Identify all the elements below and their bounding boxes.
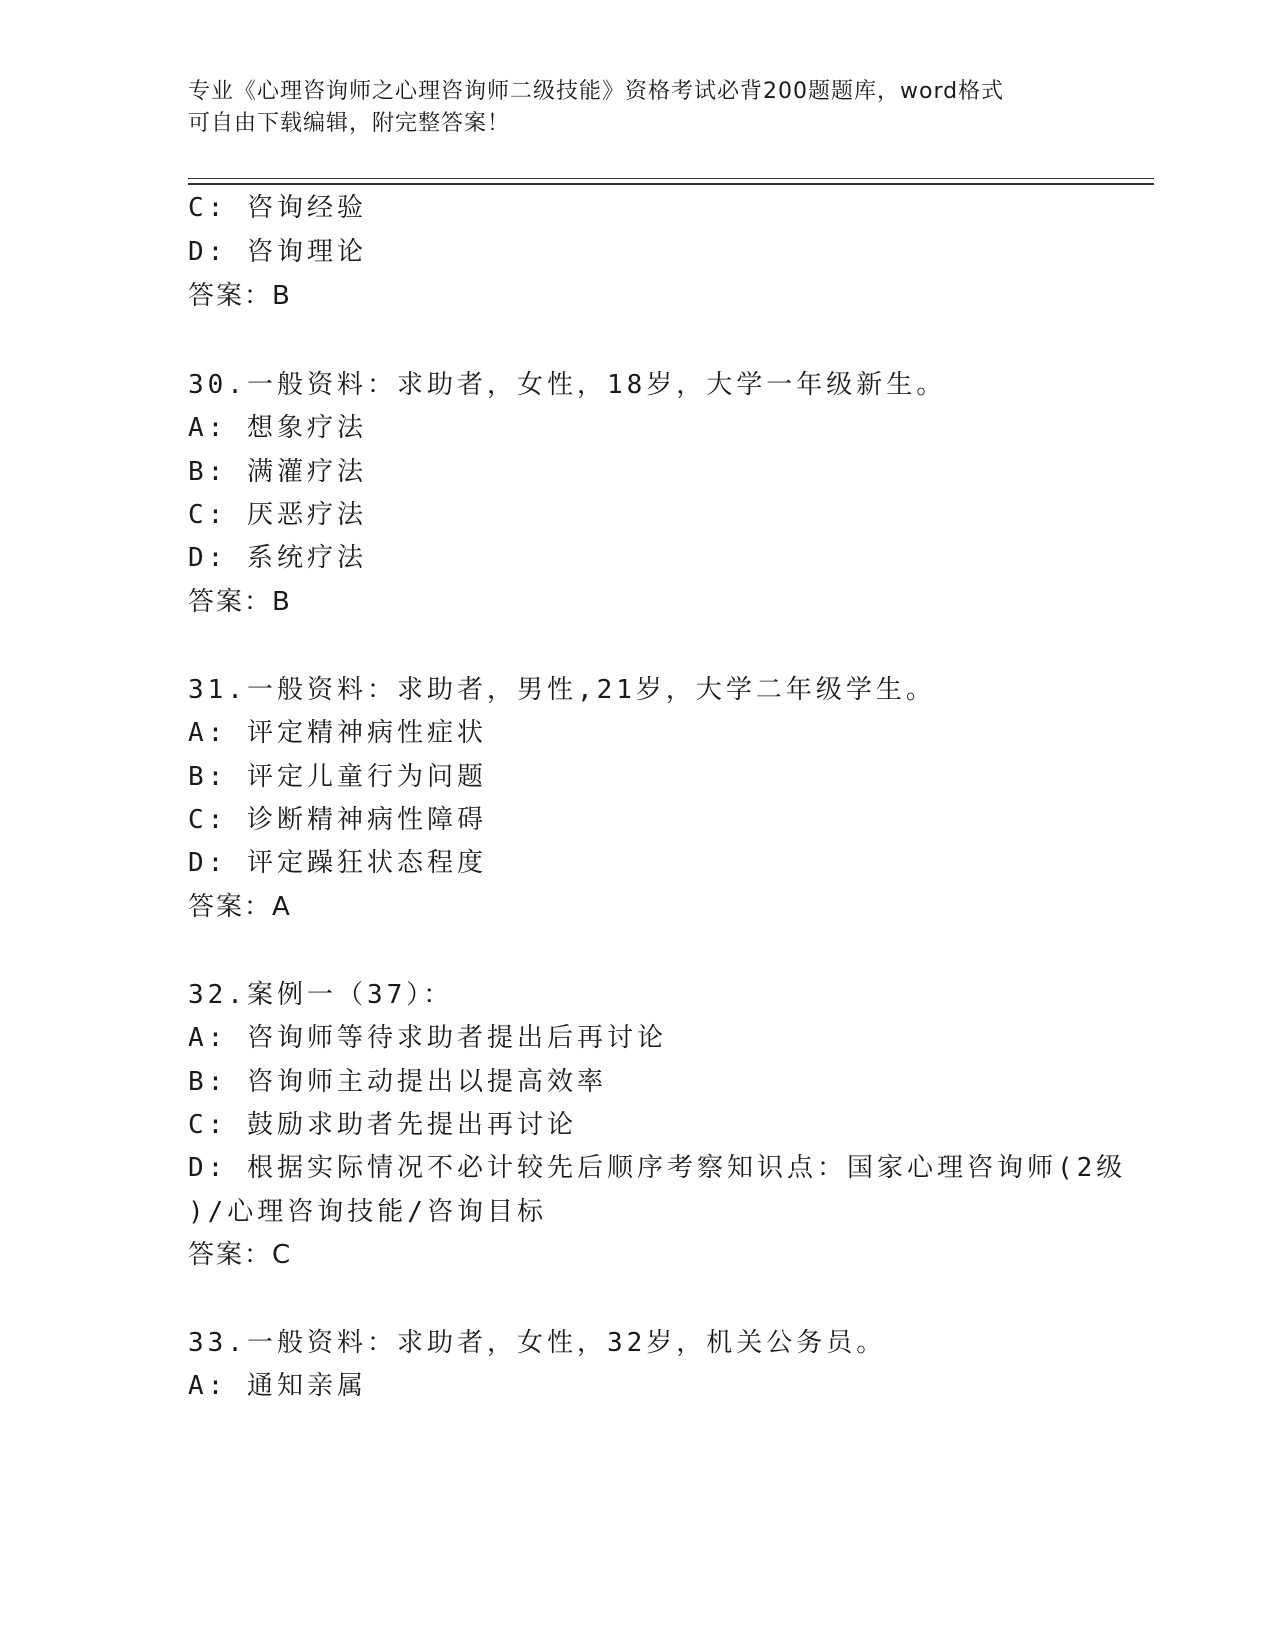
question-31-option-b: B: 评定儿童行为问题: [188, 762, 487, 792]
question-30-option-a: A: 想象疗法: [188, 413, 367, 443]
document-header: [188, 76, 1088, 140]
question-30-option-c: C: 厌恶疗法: [188, 500, 367, 530]
header-line-1: 专业《心理咨询师之心理咨询师二级技能》资格考试必背200题题库，word格式: [188, 79, 1005, 104]
question-32-option-d: D: 根据实际情况不必计较先后顺序考察知识点：国家心理咨询师(2级: [188, 1153, 1127, 1183]
answer-text: 答案：B: [188, 281, 292, 311]
question-30-stem: 30.一般资料：求助者，女性，18岁，大学一年级新生。: [188, 370, 947, 400]
question-32-option-d-continued: )/心理咨询技能/咨询目标: [188, 1197, 547, 1227]
question-30-answer: 答案：B: [188, 587, 292, 617]
option-c-text: C: 咨询经验: [188, 193, 367, 223]
question-31-option-c: C: 诊断精神病性障碍: [188, 805, 487, 835]
question-31-stem: 31.一般资料：求助者，男性,21岁，大学二年级学生。: [188, 675, 936, 705]
question-31-option-a: A: 评定精神病性症状: [188, 718, 487, 748]
question-30-option-d: D: 系统疗法: [188, 543, 367, 573]
question-32-option-a: A: 咨询师等待求助者提出后再讨论: [188, 1023, 667, 1053]
question-33-stem: 33.一般资料：求助者，女性，32岁，机关公务员。: [188, 1328, 887, 1358]
question-32-stem: 32.案例一（37）：: [188, 980, 454, 1010]
question-32-option-b: B: 咨询师主动提出以提高效率: [188, 1067, 607, 1097]
question-32-option-c: C: 鼓励求助者先提出再讨论: [188, 1110, 577, 1140]
question-32-answer: 答案：C: [188, 1240, 293, 1270]
question-31-answer: 答案：A: [188, 892, 292, 922]
question-31-option-d: D: 评定躁狂状态程度: [188, 848, 487, 878]
option-d-text: D: 咨询理论: [188, 237, 367, 267]
header-line-2: 可自由下载编辑，附完整答案！: [188, 111, 511, 136]
header-divider-bottom: [188, 183, 1154, 185]
question-30-option-b: B: 满灌疗法: [188, 457, 367, 487]
question-33-option-a: A: 通知亲属: [188, 1371, 367, 1401]
header-divider-top: [188, 178, 1154, 179]
